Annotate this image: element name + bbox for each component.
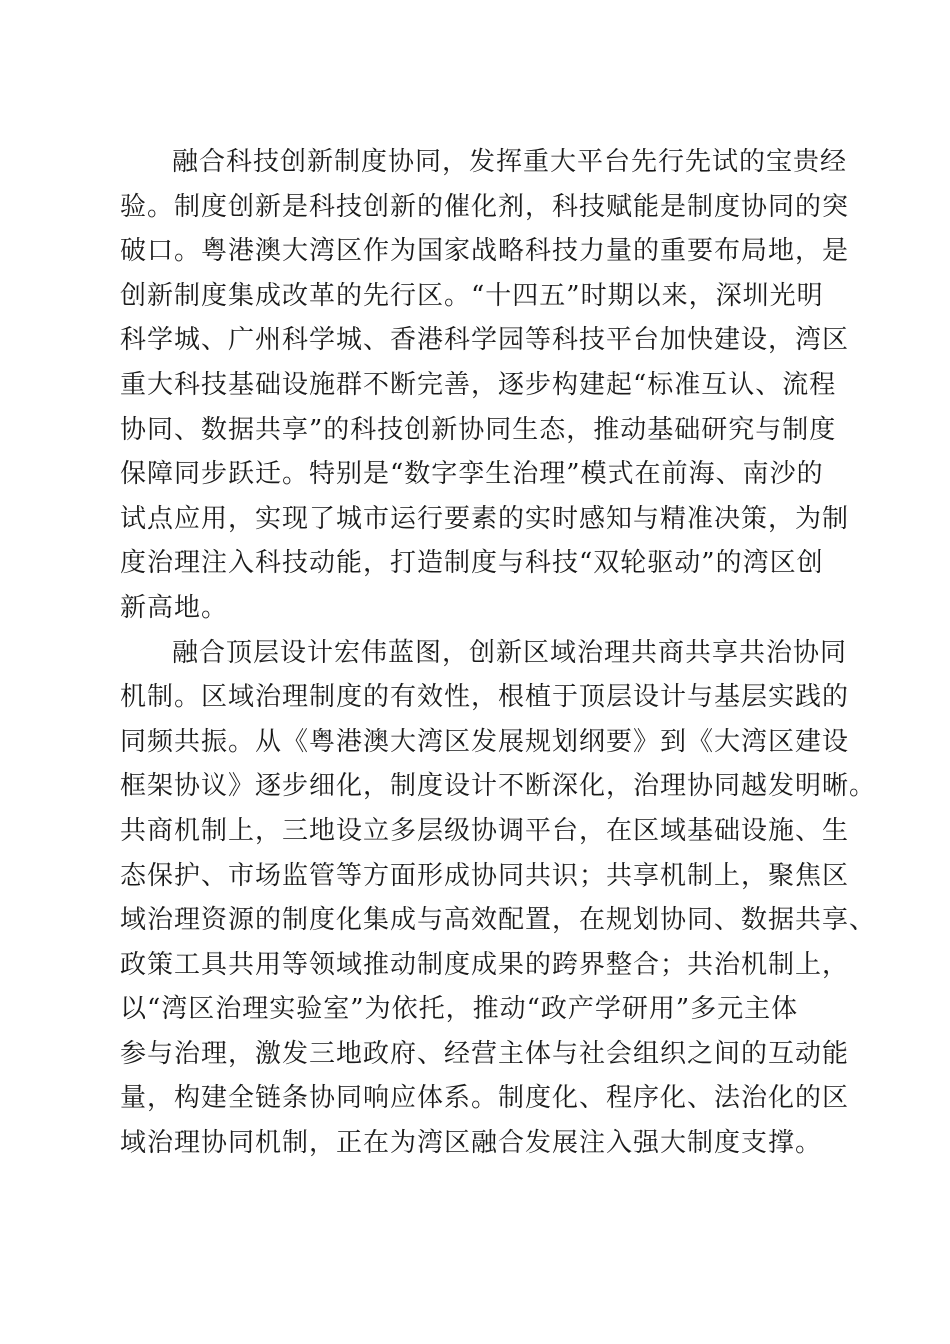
document-body [120, 140, 877, 1166]
text-line: 量，构建全链条协同响应体系。制度化、程序化、法治化的区 [120, 1083, 850, 1114]
text-line: 协同、数据共享”的科技创新协同生态，推动基础研究与制度 [120, 414, 837, 445]
text-line: 域治理协同机制，正在为湾区融合发展注入强大制度支撑。 [120, 1128, 823, 1159]
text-line: 新高地。 [120, 592, 229, 623]
text-line: 机制。区域治理制度的有效性，根植于顶层设计与基层实践的 [120, 682, 850, 713]
text-line: 融合顶层设计宏伟蓝图，创新区域治理共商共享共治协同 [172, 637, 848, 668]
text-line: 试点应用，实现了城市运行要素的实时感知与精准决策，为制 [120, 503, 850, 534]
text-line: 政策工具共用等领域推动制度成果的跨界整合；共治机制上， [120, 949, 850, 980]
paragraph-1 [120, 140, 850, 631]
text-line: 态保护、市场监管等方面形成协同共识；共享机制上，聚焦区 [120, 860, 850, 891]
text-line: 域治理资源的制度化集成与高效配置，在规划协同、数据共享、 [120, 905, 877, 936]
text-line: 参与治理，激发三地政府、经营主体与社会组织之间的互动能 [120, 1038, 850, 1069]
text-line: 同频共振。从《粤港澳大湾区发展规划纲要》到《大湾区建设 [120, 726, 850, 757]
text-line: 共商机制上，三地设立多层级协调平台，在区域基础设施、生 [120, 815, 850, 846]
paragraph-2 [120, 631, 877, 1166]
text-line: 保障同步跃迁。特别是“数字孪生治理”模式在前海、南沙的 [120, 459, 824, 490]
text-line: 科学城、广州科学城、香港科学园等科技平台加快建设，湾区 [120, 325, 850, 356]
text-line: 框架协议》逐步细化，制度设计不断深化，治理协同越发明晰。 [120, 771, 877, 802]
text-line: 创新制度集成改革的先行区。“十四五”时期以来，深圳光明 [120, 280, 824, 311]
text-line: 度治理注入科技动能，打造制度与科技“双轮驱动”的湾区创 [120, 548, 824, 579]
text-line: 融合科技创新制度协同，发挥重大平台先行先试的宝贵经 [172, 147, 848, 177]
text-line: 破口。粤港澳大湾区作为国家战略科技力量的重要布局地，是 [120, 236, 850, 267]
text-line: 以“湾区治理实验室”为依托，推动“政产学研用”多元主体 [120, 994, 799, 1025]
text-line: 验。制度创新是科技创新的催化剂，科技赋能是制度协同的突 [120, 191, 850, 222]
text-line: 重大科技基础设施群不断完善，逐步构建起“标准互认、流程 [120, 369, 837, 400]
